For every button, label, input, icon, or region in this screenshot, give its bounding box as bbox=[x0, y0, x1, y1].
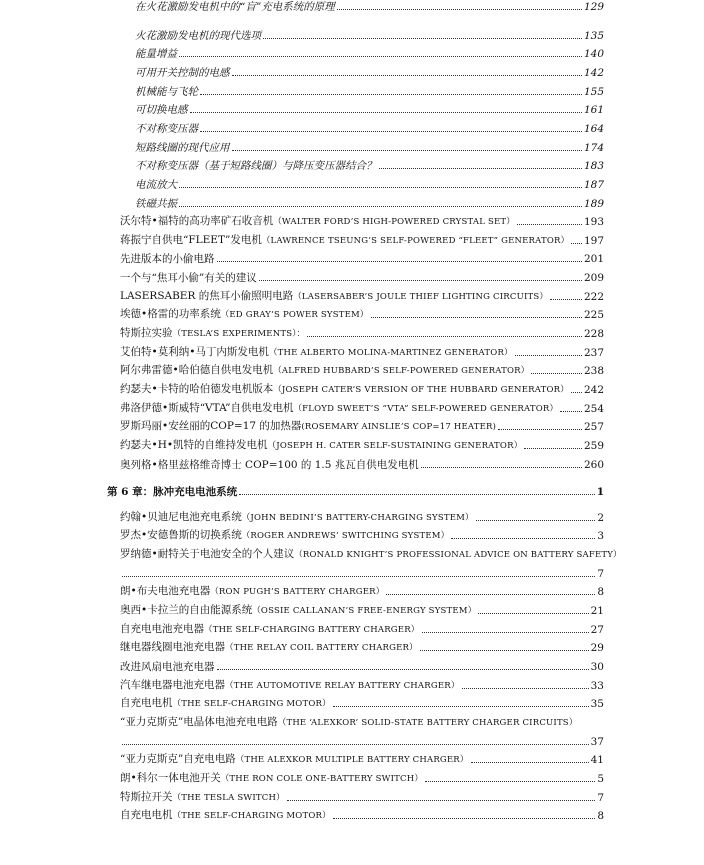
toc-entry-title: 沃尔特•福特的高功率矿石收音机（WALTER FORD’S HIGH-POWERED CRYSTAL SET） bbox=[120, 215, 515, 227]
toc-leader-dots bbox=[263, 38, 582, 39]
toc-subsection-entry[interactable] bbox=[135, 29, 604, 42]
toc-entry-title: 不对称变压器（基于短路线圈）与降压变压器结合？ bbox=[135, 160, 377, 172]
toc-page-number: 201 bbox=[583, 253, 604, 265]
toc-leader-dots bbox=[524, 448, 582, 449]
toc-entry-english-title: （OSSIE CALLANAN’S FREE-ENERGY SYSTEM） bbox=[252, 606, 477, 616]
toc-leader-dots bbox=[217, 669, 589, 670]
toc-leader-dots bbox=[550, 299, 582, 300]
toc-leader-dots bbox=[179, 56, 582, 57]
toc-entry-title: 约翰•贝迪尼电池充电系统（JOHN BEDINI’S BATTERY-CHARGING SYSTEM） bbox=[120, 511, 474, 523]
toc-page-number: 30 bbox=[590, 661, 604, 673]
toc-leader-dots bbox=[498, 429, 582, 430]
toc-page-number: 237 bbox=[583, 347, 604, 359]
toc-leader-dots bbox=[179, 187, 582, 188]
toc-page-number: 27 bbox=[590, 624, 604, 636]
toc-subsection-entry[interactable] bbox=[135, 122, 604, 135]
toc-subsection-entry[interactable] bbox=[135, 178, 604, 191]
toc-page-number: 257 bbox=[583, 421, 604, 433]
toc-page-number: 21 bbox=[590, 605, 604, 617]
toc-leader-dots bbox=[179, 206, 582, 207]
toc-page-number: 41 bbox=[590, 754, 604, 766]
toc-entry[interactable] bbox=[120, 679, 604, 692]
toc-leader-dots bbox=[122, 744, 589, 745]
toc-leader-dots bbox=[259, 280, 582, 281]
toc-page-number: 193 bbox=[583, 216, 604, 228]
toc-entry-title: 约瑟夫•卡特的哈伯德发电机版本（JOSEPH CATER’S VERSION OF THE HUBBARD GENERATOR） bbox=[120, 383, 569, 395]
toc-page-number: 155 bbox=[583, 86, 604, 98]
toc-entry-title: “亚力克斯克”自充电电路（THE ALEXKOR MULTIPLE BATTERY CHARGER） bbox=[120, 753, 469, 765]
toc-entry-english-title: （THE TESLA SWITCH） bbox=[172, 793, 285, 803]
toc-leader-dots bbox=[515, 355, 582, 356]
toc-entry-english-title: （LAWRENCE TSEUNG’S SELF-POWERED “FLEET” GENERATOR） bbox=[261, 236, 570, 246]
toc-entry-title: 改进风扇电池充电器 bbox=[120, 661, 215, 673]
toc-entry-title: 约瑟夫•H•凯特的自维持发电机（JOSEPH H. CATER SELF-SUSTAINING GENERATOR） bbox=[120, 439, 523, 451]
toc-entry[interactable] bbox=[120, 402, 604, 415]
toc-page-number: 3 bbox=[597, 530, 604, 542]
toc-entry[interactable] bbox=[120, 660, 604, 673]
toc-entry-title: 可用开关控制的电感 bbox=[135, 67, 230, 79]
toc-entry-title: 短路线圈的现代应用 bbox=[135, 142, 230, 154]
toc-entry-title: 不对称变压器 bbox=[135, 123, 198, 135]
toc-page-number: 161 bbox=[583, 104, 604, 116]
toc-entry-english-title: （JOSEPH CATER’S VERSION OF THE HUBBARD GENERATOR） bbox=[273, 385, 569, 395]
toc-entry-title: 阿尔弗雷德•哈伯德自供电发电机（ALFRED HUBBARD’S SELF-POWERED GENERATOR） bbox=[120, 364, 530, 376]
toc-entry-title: LASERSABER 的焦耳小偷照明电路（LASERSABER’S JOULE THIEF LIGHTING CIRCUITS） bbox=[120, 290, 549, 302]
toc-leader-dots bbox=[421, 467, 582, 468]
toc-entry-english-title: （ALFRED HUBBARD’S SELF-POWERED GENERATOR） bbox=[273, 366, 530, 376]
toc-entry-title: 先进版本的小偷电路 bbox=[120, 253, 215, 265]
toc-leader-dots bbox=[531, 373, 582, 374]
toc-leader-dots bbox=[571, 243, 582, 244]
toc-entry[interactable] bbox=[120, 420, 604, 433]
toc-leader-dots bbox=[462, 688, 589, 689]
toc-entry-english-title: （THE ‘ALEXKOR’ SOLID-STATE BATTERY CHARGER CIRCUITS） bbox=[277, 718, 578, 728]
toc-leader-dots bbox=[307, 336, 582, 337]
toc-leader-dots bbox=[471, 762, 589, 763]
toc-entry-title: 电流放大 bbox=[135, 179, 177, 191]
toc-leader-dots bbox=[478, 613, 588, 614]
toc-page-number: 225 bbox=[583, 309, 604, 321]
toc-entry-title: 能量增益 bbox=[135, 48, 177, 60]
toc-leader-dots bbox=[420, 650, 589, 651]
toc-page-number: 35 bbox=[590, 698, 604, 710]
toc-entry-continuation[interactable] bbox=[120, 735, 604, 748]
toc-leader-dots bbox=[371, 317, 582, 318]
toc-page-number: 129 bbox=[583, 1, 604, 13]
toc-entry-english-title: （THE SELF-CHARGING MOTOR） bbox=[172, 699, 331, 709]
toc-entry-title: 特斯拉实验（TESLA’S EXPERIMENTS）： bbox=[120, 327, 306, 339]
toc-page-number: 183 bbox=[583, 160, 604, 172]
toc-entry-title: 罗纳德•耐特关于电池安全的个人建议（RONALD KNIGHT’S PROFESSIONAL ADVICE ON BATTERY SAFETY） bbox=[120, 548, 622, 560]
toc-page-number: 5 bbox=[597, 773, 604, 785]
toc-page-number: 228 bbox=[583, 328, 604, 340]
toc-entry-english-title: （LASERSABER’S JOULE THIEF LIGHTING CIRCUITS） bbox=[293, 292, 549, 302]
toc-entry-english-title: (ROSEMARY AINSLIE’S COP=17 HEATER) bbox=[301, 422, 497, 432]
chapter-heading[interactable] bbox=[107, 485, 604, 498]
toc-subsection-entry[interactable] bbox=[135, 159, 604, 172]
toc-entry-title: 第 6 章：脉冲充电电池系统 bbox=[107, 486, 238, 498]
toc-entry[interactable] bbox=[120, 346, 604, 359]
toc-leader-dots bbox=[200, 94, 582, 95]
toc-entry[interactable] bbox=[120, 623, 604, 636]
toc-entry-english-title: （ED GRAY’S POWER SYSTEM） bbox=[220, 310, 369, 320]
toc-entry-title: 弗洛伊德•斯威特“VTA”自供电发电机（FLOYD SWEET’S “VTA” SELF-POWERED GENERATOR） bbox=[120, 402, 559, 414]
toc-page-number: 260 bbox=[583, 459, 604, 471]
toc-entry-title: 特斯拉开关（THE TESLA SWITCH） bbox=[120, 791, 285, 803]
toc-page-number: 37 bbox=[590, 736, 604, 748]
toc-entry-title: 自充电电机（THE SELF-CHARGING MOTOR） bbox=[120, 809, 331, 821]
toc-entry-continuation[interactable] bbox=[120, 567, 604, 580]
toc-entry-english-title: （THE SELF-CHARGING BATTERY CHARGER） bbox=[204, 625, 420, 635]
toc-page-number: 259 bbox=[583, 440, 604, 452]
toc-entry-english-title: （TESLA’S EXPERIMENTS）： bbox=[172, 329, 306, 339]
toc-leader-dots bbox=[333, 706, 589, 707]
toc-entry[interactable] bbox=[120, 791, 604, 804]
toc-entry-title: 铁磁共振 bbox=[135, 198, 177, 210]
toc-entry[interactable] bbox=[120, 383, 604, 396]
toc-entry-title: 埃德•格雷的功率系统（ED GRAY’S POWER SYSTEM） bbox=[120, 308, 369, 320]
toc-entry-wrapped[interactable] bbox=[120, 716, 604, 729]
toc-page-number: 189 bbox=[583, 198, 604, 210]
toc-entry-title: 罗斯玛丽•安丝丽的COP=17 的加热器(ROSEMARY AINSLIE’S COP=17 HEATER) bbox=[120, 420, 497, 432]
toc-entry[interactable] bbox=[120, 511, 604, 524]
toc-entry-english-title: （JOHN BEDINI’S BATTERY-CHARGING SYSTEM） bbox=[241, 513, 474, 523]
toc-entry[interactable] bbox=[120, 290, 604, 303]
toc-entry-english-title: （RON PUGH’S BATTERY CHARGER） bbox=[210, 587, 385, 597]
toc-page-number: 140 bbox=[583, 48, 604, 60]
toc-page-number: 8 bbox=[597, 586, 604, 598]
toc-page-number: 187 bbox=[583, 179, 604, 191]
toc-leader-dots bbox=[122, 576, 595, 577]
toc-leader-dots bbox=[425, 781, 595, 782]
toc-subsection-entry[interactable] bbox=[135, 66, 604, 79]
toc-entry-english-title: （JOSEPH H. CATER SELF-SUSTAINING GENERATOR） bbox=[267, 441, 523, 451]
toc-entry[interactable] bbox=[120, 753, 604, 766]
toc-leader-dots bbox=[217, 261, 582, 262]
toc-leader-dots bbox=[560, 411, 582, 412]
toc-entry-title: 汽车继电器电池充电器（THE AUTOMOTIVE RELAY BATTERY CHARGER） bbox=[120, 679, 460, 691]
toc-page-number: 238 bbox=[583, 365, 604, 377]
toc-page-number: 8 bbox=[597, 810, 604, 822]
toc-leader-dots bbox=[571, 392, 582, 393]
toc-entry-english-title: （THE RON COLE ONE-BATTERY SWITCH） bbox=[220, 774, 424, 784]
toc-entry-english-title: （THE ALEXKOR MULTIPLE BATTERY CHARGER） bbox=[235, 755, 469, 765]
toc-page-number: 209 bbox=[583, 272, 604, 284]
toc-entry-title: 自充电电机（THE SELF-CHARGING MOTOR） bbox=[120, 697, 331, 709]
toc-entry-english-title: （THE ALBERTO MOLINA-MARTINEZ GENERATOR） bbox=[268, 348, 513, 358]
toc-entry[interactable] bbox=[120, 809, 604, 822]
toc-entry-english-title: （THE SELF-CHARGING MOTOR） bbox=[172, 811, 331, 821]
toc-page-number: 7 bbox=[597, 792, 604, 804]
toc-entry-wrapped[interactable] bbox=[120, 548, 622, 561]
toc-entry-title: 蒋振宁自供电“FLEET”发电机（LAWRENCE TSEUNG’S SELF-POWERED “FLEET” GENERATOR） bbox=[120, 234, 570, 246]
toc-entry-title: 自充电电池充电器（THE SELF-CHARGING BATTERY CHARGER） bbox=[120, 623, 420, 635]
toc-page-number: 242 bbox=[583, 384, 604, 396]
toc-entry-title: 艾伯特•莫利纳•马丁内斯发电机（THE ALBERTO MOLINA-MARTINEZ GENERATOR） bbox=[120, 346, 513, 358]
toc-entry-title: 继电器线圈电池充电器（THE RELAY COIL BATTERY CHARGER） bbox=[120, 641, 418, 653]
toc-entry-title: 火花激励发电机的现代选项 bbox=[135, 30, 261, 42]
toc-leader-dots bbox=[232, 75, 582, 76]
toc-entry-title: 朗•科尔一体电池开关（THE RON COLE ONE-BATTERY SWITCH） bbox=[120, 772, 424, 784]
toc-entry[interactable] bbox=[120, 252, 604, 265]
toc-leader-dots bbox=[337, 9, 582, 10]
toc-leader-dots bbox=[422, 632, 589, 633]
toc-entry-title: 朗•布夫电池充电器（RON PUGH’S BATTERY CHARGER） bbox=[120, 585, 385, 597]
toc-entry[interactable] bbox=[120, 234, 604, 247]
toc-page-number: 164 bbox=[583, 123, 604, 135]
toc-entry[interactable] bbox=[120, 697, 604, 710]
toc-leader-dots bbox=[239, 494, 595, 495]
toc-leader-dots bbox=[287, 800, 596, 801]
toc-entry[interactable] bbox=[120, 772, 604, 785]
toc-page-number: 135 bbox=[583, 30, 604, 42]
toc-entry-english-title: （RONALD KNIGHT’S PROFESSIONAL ADVICE ON BATTERY SAFETY） bbox=[294, 550, 622, 560]
toc-entry[interactable] bbox=[120, 641, 604, 654]
toc-page-number: 1 bbox=[596, 486, 604, 498]
toc-entry-title: 奥西•卡拉兰的自由能源系统（OSSIE CALLANAN’S FREE-ENERGY SYSTEM） bbox=[120, 604, 477, 616]
toc-leader-dots bbox=[232, 150, 582, 151]
toc-subsection-entry[interactable] bbox=[135, 0, 604, 13]
toc-entry-title: “亚力克斯克”电晶体电池充电电路（THE ‘ALEXKOR’ SOLID-STATE BATTERY CHARGER CIRCUITS） bbox=[120, 716, 578, 728]
toc-subsection-entry[interactable] bbox=[135, 141, 604, 154]
toc-subsection-entry[interactable] bbox=[135, 103, 604, 116]
toc-leader-dots bbox=[190, 112, 582, 113]
toc-subsection-entry[interactable] bbox=[135, 85, 604, 98]
toc-entry-title: 在火花激励发电机中的“盲”充电系统的原理 bbox=[135, 1, 335, 13]
toc-page-number: 142 bbox=[583, 67, 604, 79]
toc-entry[interactable] bbox=[120, 458, 604, 471]
toc-entry[interactable] bbox=[120, 308, 604, 321]
toc-entry-english-title: （THE AUTOMOTIVE RELAY BATTERY CHARGER） bbox=[225, 681, 460, 691]
toc-leader-dots bbox=[379, 168, 582, 169]
toc-page-number: 222 bbox=[583, 291, 604, 303]
toc-page-number: 254 bbox=[583, 403, 604, 415]
toc-entry[interactable] bbox=[120, 529, 604, 542]
toc-leader-dots bbox=[476, 520, 596, 521]
toc-entry-english-title: （WALTER FORD’S HIGH-POWERED CRYSTAL SET） bbox=[273, 217, 515, 227]
toc-subsection-entry[interactable] bbox=[135, 47, 604, 60]
toc-page-number: 7 bbox=[597, 568, 604, 580]
toc-entry-title: 奥列格•格里兹格维奇博士 COP=100 的 1.5 兆瓦自供电发电机 bbox=[120, 459, 419, 471]
toc-page-number: 197 bbox=[583, 235, 604, 247]
toc-entry-title: 一个与“焦耳小偷”有关的建议 bbox=[120, 272, 257, 284]
toc-page-number: 33 bbox=[590, 680, 604, 692]
toc-entry-title: 可切换电感 bbox=[135, 104, 188, 116]
toc-subsection-entry[interactable] bbox=[135, 197, 604, 210]
toc-entry[interactable] bbox=[120, 271, 604, 284]
toc-entry-title: 罗杰•安德鲁斯的切换系统（ROGER ANDREWS’ SWITCHING SYSTEM） bbox=[120, 529, 450, 541]
toc-entry-english-title: （THE RELAY COIL BATTERY CHARGER） bbox=[225, 643, 418, 653]
toc-leader-dots bbox=[451, 538, 595, 539]
toc-entry-english-title: （ROGER ANDREWS’ SWITCHING SYSTEM） bbox=[241, 531, 450, 541]
toc-entry[interactable] bbox=[120, 364, 604, 377]
toc-entry[interactable] bbox=[120, 585, 604, 598]
toc-entry[interactable] bbox=[120, 439, 604, 452]
toc-entry[interactable] bbox=[120, 327, 604, 340]
toc-page-number: 29 bbox=[590, 642, 604, 654]
toc-leader-dots bbox=[333, 818, 596, 819]
toc-entry[interactable] bbox=[120, 604, 604, 617]
toc-entry-title: 机械能与飞轮 bbox=[135, 86, 198, 98]
toc-page-number: 2 bbox=[597, 512, 604, 524]
toc-entry[interactable] bbox=[120, 215, 604, 228]
toc-entry-english-title: （FLOYD SWEET’S “VTA” SELF-POWERED GENERATOR） bbox=[293, 404, 559, 414]
toc-leader-dots bbox=[200, 131, 582, 132]
toc-leader-dots bbox=[386, 594, 595, 595]
toc-page-number: 174 bbox=[583, 142, 604, 154]
toc-leader-dots bbox=[517, 224, 582, 225]
